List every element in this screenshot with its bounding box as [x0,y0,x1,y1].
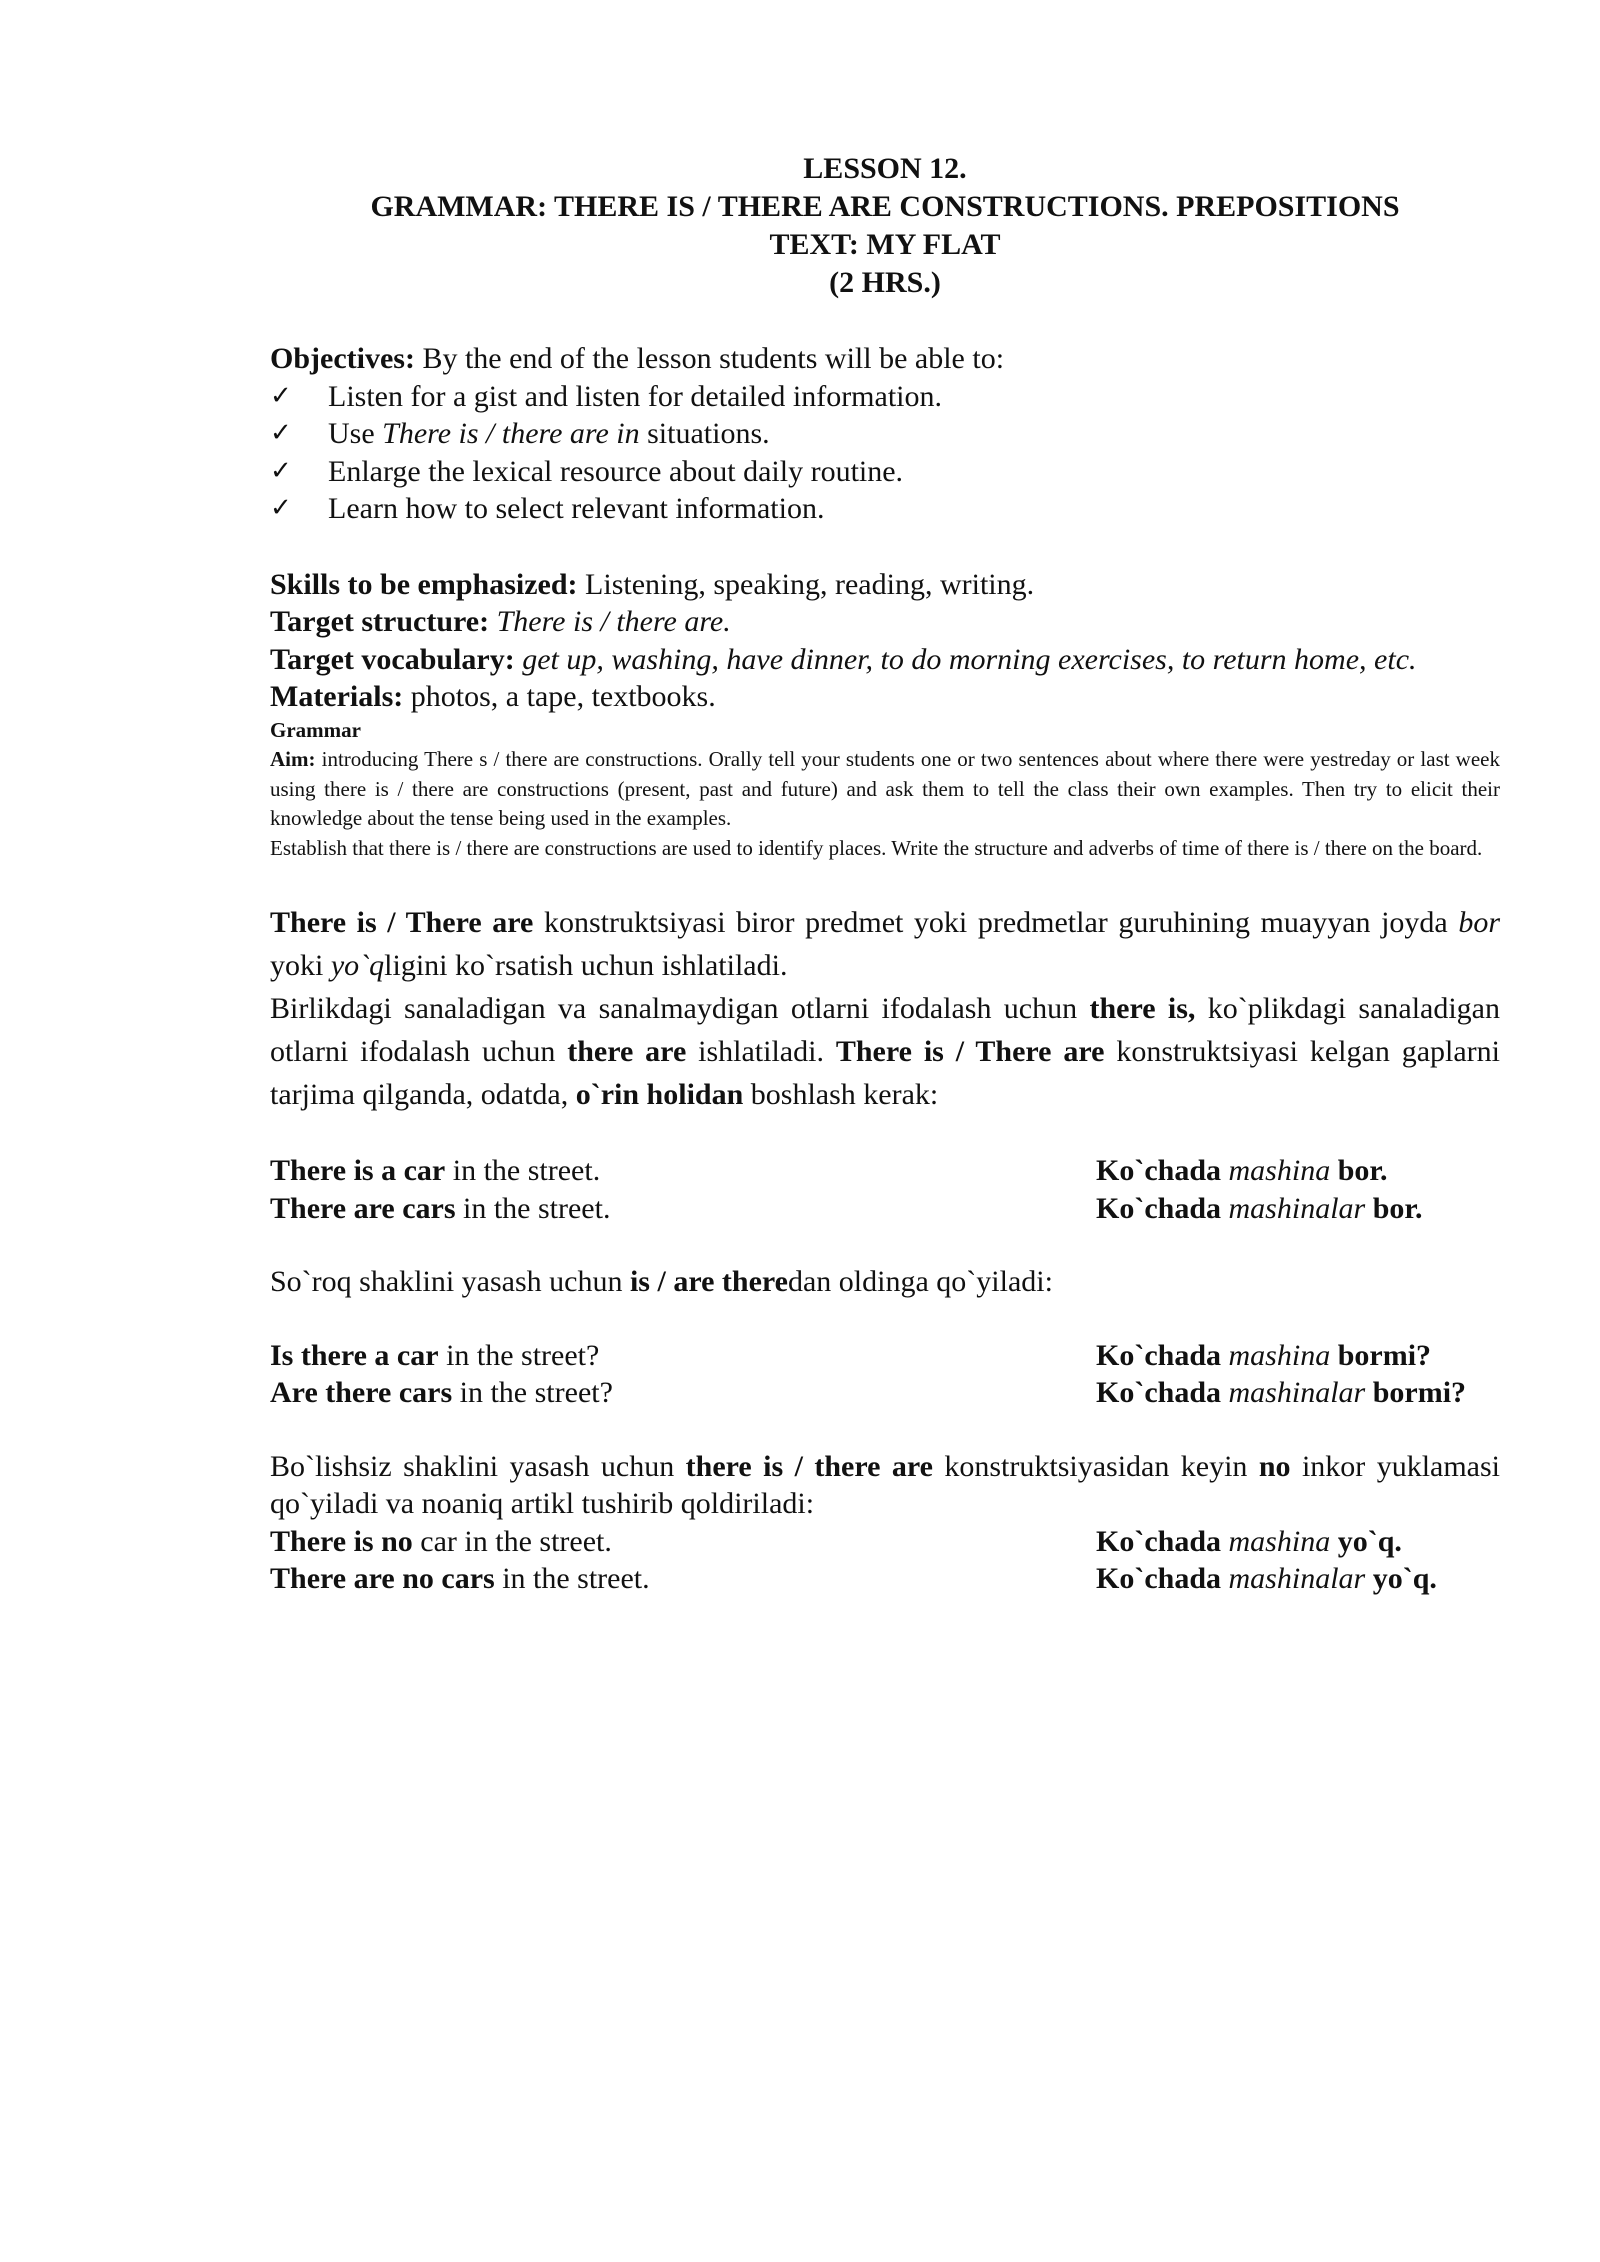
example-row [270,1337,1500,1375]
english-example: There is no car in the street. [270,1524,612,1558]
checkmark-icon: ✓ [270,418,292,448]
grammar-establish: Establish that there is / there are constructions are used to identify places. Write the structure and adverbs of time of there is / there on the board. [270,835,1483,860]
english-example: There are no cars in the street. [270,1562,650,1595]
objective-item [270,453,1500,491]
grammar-heading: Grammar [270,717,361,742]
target-vocabulary-line: Target vocabulary: get up, washing, have dinner, to do morning exercises, to return home, etc. [270,642,1417,676]
objective-text: Enlarge the lexical resource about daily routine. [328,454,904,488]
english-example: There are cars in the street. [270,1191,611,1225]
explanation-paragraph-1: There is / There are konstruktsiyasi biror predmet yoki predmetlar guruhining muayyan joyda bor yoki yo`qligini ko`rsatish uchun ishlatiladi. [270,906,1500,982]
example-row [270,1523,1500,1561]
question-examples [270,1337,1500,1412]
objective-text: Use There is / there are in situations. [328,417,770,450]
lesson-header [270,150,1500,302]
materials-line: Materials: photos, a tape, textbooks. [270,680,716,713]
lesson-grammar-title: GRAMMAR: THERE IS / THERE ARE CONSTRUCTIONS. PREPOSITIONS [370,190,1400,223]
objectives-intro [270,340,1500,378]
uzbek-translation: Ko`chada mashina bormi? [1096,1338,1432,1372]
objectives-section [270,340,1500,528]
english-example: Are there cars in the street? [270,1376,613,1409]
negative-examples [270,1523,1500,1598]
uzbek-translation: Ko`chada mashinalar bor. [1096,1191,1423,1225]
objectives-intro-text: By the end of the lesson students will be able to: [414,342,1005,375]
lesson-meta [270,566,1500,716]
objective-text: Learn how to select relevant information. [328,492,825,525]
checkmark-icon: ✓ [270,493,292,523]
target-structure-line: Target structure: There is / there are. [270,605,731,638]
question-rule: So`roq shaklini yasash uchun is / are theredan oldinga qo`yiladi: [270,1265,1053,1298]
checkmark-icon: ✓ [270,380,292,411]
objective-item [270,378,1500,416]
negative-rule: Bo`lishsiz shaklini yasash uchun there is / there are konstruktsiyasidan keyin no inkor yuklamasi qo`yiladi va noaniq artikl tushirib qoldiriladi: [270,1449,1501,1520]
example-row [270,1152,1500,1190]
example-row [270,1560,1500,1598]
objectives-label: Objectives: [270,342,415,375]
grammar-aim: Aim: introducing There s / there are constructions. Orally tell your students one or two sentences about where there were yestreday or last week using there is / there are constructions (present, past and future) and ask them to tell the class their own examples. Then try to elicit their knowledge about the tense being used in the examples. [270,747,1500,830]
lesson-text-title: TEXT: MY FLAT [769,228,1001,261]
objective-item [270,415,1500,453]
lesson-number: LESSON 12. [803,152,967,185]
lesson-duration: (2 HRS.) [829,266,941,299]
uzbek-translation: Ko`chada mashina bor. [1096,1154,1388,1187]
affirmative-examples [270,1152,1500,1227]
skills-line: Skills to be emphasized: Listening, speaking, reading, writing. [270,567,1035,601]
english-example: There is a car in the street. [270,1154,601,1187]
example-row [270,1190,1500,1228]
explanation-paragraph-2: Birlikdagi sanaladigan va sanalmaydigan otlarni ifodalash uchun there is, ko`plikdagi sanaladigan otlarni ifodalash uchun there are ishlatiladi. There is / There are konstruktsiyasi kelgan gaplarni tarjima qilganda, odatda, o`rin holidan boshlash kerak: [270,992,1500,1111]
objective-item [270,490,1500,528]
uzbek-translation: Ko`chada mashina yo`q. [1096,1524,1402,1558]
example-row [270,1374,1500,1412]
document-page [270,150,1500,1598]
english-example: Is there a car in the street? [270,1338,600,1372]
uzbek-translation: Ko`chada mashinalar yo`q. [1096,1562,1437,1595]
uzbek-translation: Ko`chada mashinalar bormi? [1096,1376,1467,1409]
objective-text: Listen for a gist and listen for detailed information. [328,379,943,413]
checkmark-icon: ✓ [270,455,292,486]
grammar-section [270,716,1500,864]
